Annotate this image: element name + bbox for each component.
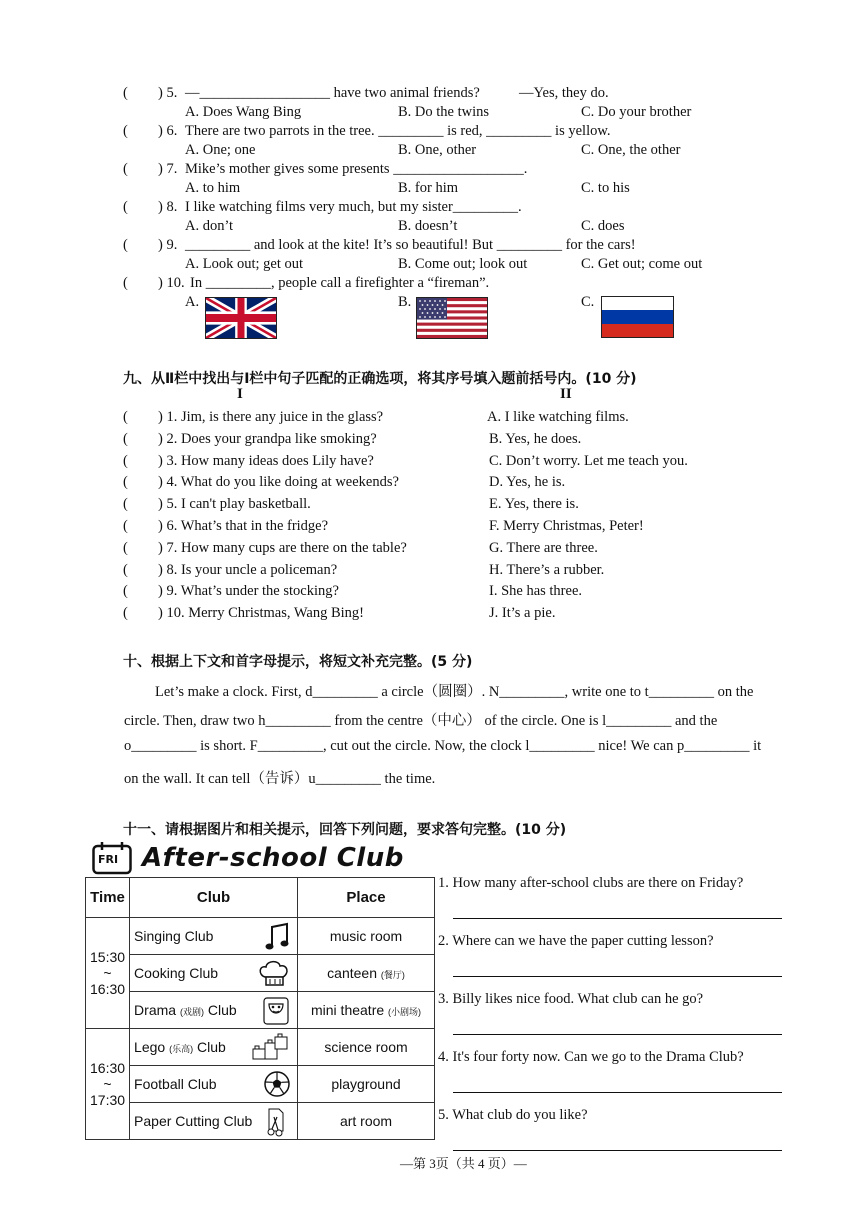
place-cell [298, 955, 435, 992]
question-stem: There are two parrots in the tree. _________ is red, _________ is yellow. [185, 123, 611, 139]
cloze-line: on the wall. It can tell（告诉）u_________ the time. [124, 771, 436, 787]
match-question: ) 2. Does your grandpa like smoking? [158, 430, 377, 447]
option-b: B. for him [398, 180, 459, 196]
option-a: A. Does Wang Bing [185, 104, 302, 120]
match-question: ) 3. How many ideas does Lily have? [158, 452, 374, 469]
club-suffix: Club [207, 1002, 237, 1018]
option-c: C. Get out; come out [581, 256, 703, 272]
club-name: Football Club [134, 1076, 217, 1092]
time-tilde: ~ [103, 965, 112, 981]
answer-paren[interactable]: ( [123, 123, 128, 139]
question-4: 4. It's four forty now. Can we go to the Drama Club? [438, 1049, 744, 1065]
option-b: B. [398, 294, 412, 310]
answer-paren[interactable]: ( [123, 539, 128, 556]
club-cell [130, 1103, 298, 1140]
club-cell [130, 955, 298, 992]
question-number: ) 10. [158, 275, 185, 291]
time-start: 16:30 [90, 1060, 126, 1076]
answer-paren[interactable]: ( [123, 430, 128, 447]
club-note: (戏剧) [179, 1007, 204, 1017]
question-5: 5. What club do you like? [438, 1107, 588, 1123]
option-c: C. to his [581, 180, 630, 196]
column-ii-heading: II [560, 386, 572, 402]
option-a: A. to him [185, 180, 241, 196]
answer-line[interactable] [453, 1034, 782, 1035]
club-cell [130, 992, 298, 1029]
match-question: ) 5. I can't play basketball. [158, 496, 311, 513]
match-question: ) 7. How many cups are there on the table? [158, 539, 407, 556]
time-tilde: ~ [103, 1076, 112, 1092]
place-note: (餐厅) [380, 970, 405, 980]
option-c: C. Do your brother [581, 104, 692, 120]
section-9-title: 九、从Ⅱ栏中找出与Ⅰ栏中句子匹配的正确选项，将其序号填入题前括号内。(10 分) [123, 371, 637, 387]
answer-paren[interactable]: ( [123, 496, 128, 513]
answer-paren[interactable]: ( [123, 275, 128, 291]
place-name: playground [331, 1076, 401, 1092]
option-b: B. Do the twins [398, 104, 490, 120]
header-place: Place [298, 878, 435, 918]
answer-paren[interactable]: ( [123, 605, 128, 622]
answer-paren[interactable]: ( [123, 561, 128, 578]
calendar-icon [92, 841, 132, 875]
question-number: ) 8. [158, 199, 178, 215]
table-row [86, 1103, 435, 1140]
page-footer: —第 3页（共 4 页）— [400, 1156, 527, 1171]
header-time: Time [86, 878, 130, 918]
answer-paren[interactable]: ( [123, 452, 128, 469]
match-question: ) 1. Jim, is there any juice in the glass? [158, 409, 384, 425]
question-stem: Mike’s mother gives some presents __________________. [185, 161, 528, 177]
option-c: C. One, the other [581, 142, 681, 158]
question-number: ) 9. [158, 237, 178, 253]
match-option: J. It’s a pie. [489, 605, 556, 622]
match-question: ) 8. Is your uncle a policeman? [158, 561, 338, 578]
us-flag [416, 297, 488, 339]
option-c: C. does [581, 218, 625, 234]
question-1: 1. How many after-school clubs are there on Friday? [438, 875, 744, 891]
table-row [86, 955, 435, 992]
question-stem: —__________________ have two animal friends? [185, 85, 480, 101]
match-option: G. There are three. [489, 539, 598, 556]
answer-line[interactable] [453, 976, 782, 977]
club-title: After-school Club [142, 843, 404, 873]
time-start: 15:30 [90, 949, 126, 965]
option-c: C. [581, 294, 595, 310]
match-question: ) 6. What’s that in the fridge? [158, 518, 329, 534]
football-icon [263, 1070, 291, 1101]
time-slot-1 [86, 918, 130, 1029]
option-a: A. Look out; get out [185, 256, 304, 272]
option-b: B. Come out; look out [398, 256, 528, 272]
club-suffix: Club [196, 1039, 226, 1055]
option-a: A. don’t [185, 218, 234, 234]
match-option: I. She has three. [489, 583, 583, 600]
place-cell [298, 1103, 435, 1140]
scissors-paper-icon [261, 1107, 291, 1140]
table-row [86, 992, 435, 1029]
option-b: B. doesn’t [398, 218, 458, 234]
question-number: ) 6. [158, 123, 178, 139]
question-stem: _________ and look at the kite! It’s so beautiful! But _________ for the cars! [185, 237, 636, 253]
uk-flag [205, 297, 277, 339]
place-name: music room [329, 928, 403, 944]
place-cell [298, 918, 435, 955]
time-slot-2 [86, 1029, 130, 1140]
answer-paren[interactable]: ( [123, 161, 128, 177]
place-name: mini theatre [311, 1002, 385, 1018]
question-stem-reply: —Yes, they do. [519, 85, 609, 101]
place-name: art room [339, 1113, 393, 1129]
match-question: ) 4. What do you like doing at weekends? [158, 474, 399, 491]
match-option: C. Don’t worry. Let me teach you. [489, 452, 688, 469]
question-3: 3. Billy likes nice food. What club can he go? [438, 991, 704, 1007]
answer-paren[interactable]: ( [123, 85, 128, 101]
column-i-heading: I [237, 386, 243, 402]
time-end: 16:30 [90, 981, 126, 997]
question-stem: In _________, people call a firefighter a “fireman”. [190, 275, 490, 291]
club-name: Paper Cutting Club [134, 1113, 253, 1129]
table-row [86, 1066, 435, 1103]
question-number: ) 7. [158, 161, 178, 177]
time-end: 17:30 [90, 1092, 126, 1108]
match-option: B. Yes, he does. [489, 430, 582, 447]
chef-hat-icon [257, 959, 291, 992]
question-stem: I like watching films very much, but my sister_________. [185, 199, 522, 215]
match-option: F. Merry Christmas, Peter! [489, 518, 644, 534]
place-cell [298, 1066, 435, 1103]
answer-line[interactable] [453, 1150, 782, 1151]
header-club: Club [130, 878, 298, 918]
place-cell [298, 1029, 435, 1066]
match-option: D. Yes, he is. [489, 474, 566, 491]
russia-flag [601, 296, 674, 338]
section-11-title: 十一、请根据图片和相关提示，回答下列问题，要求答句完整。(10 分) [123, 822, 567, 838]
table-header-row [86, 878, 435, 918]
match-question: ) 9. What’s under the stocking? [158, 583, 339, 600]
option-a: A. One; one [185, 142, 256, 158]
club-name: Lego [134, 1039, 166, 1055]
drama-mask-icon [261, 996, 291, 1029]
match-option: E. Yes, there is. [489, 496, 579, 513]
answer-paren[interactable]: ( [123, 518, 128, 534]
place-name: canteen [327, 965, 377, 981]
cloze-line: o_________ is short. F_________, cut out the circle. Now, the clock l_________ nice! We can p_________ it [124, 738, 762, 754]
cloze-line: Let’s make a clock. First, d_________ a circle（圆圈）. N_________, write one to t_________ on the [155, 684, 754, 700]
section-10-title: 十、根据上下文和首字母提示，将短文补充完整。(5 分) [123, 654, 473, 670]
place-cell [298, 992, 435, 1029]
option-a: A. [185, 294, 200, 310]
club-cell [130, 1066, 298, 1103]
question-2: 2. Where can we have the paper cutting lesson? [438, 933, 714, 949]
match-question: ) 10. Merry Christmas, Wang Bing! [158, 605, 364, 622]
option-b: B. One, other [398, 142, 477, 158]
answer-paren[interactable]: ( [123, 409, 128, 425]
match-option: H. There’s a rubber. [489, 561, 605, 578]
club-name: Drama [134, 1002, 177, 1018]
lego-bricks-icon [251, 1033, 291, 1066]
answer-paren[interactable]: ( [123, 237, 128, 253]
day-label: FRI [98, 853, 119, 866]
cloze-line: circle. Then, draw two h_________ from the centre（中心） of the circle. One is l_________ and the [124, 713, 718, 729]
answer-paren[interactable]: ( [123, 474, 128, 491]
match-option: A. I like watching films. [487, 409, 629, 425]
answer-paren[interactable]: ( [123, 583, 128, 600]
question-number: ) 5. [158, 85, 178, 101]
place-note: (小剧场) [388, 1007, 422, 1017]
club-name: Singing Club [134, 928, 214, 944]
answer-line[interactable] [453, 918, 782, 919]
club-note: (乐高) [169, 1044, 194, 1054]
answer-paren[interactable]: ( [123, 199, 128, 215]
table-row [86, 1029, 435, 1066]
table-row [86, 918, 435, 955]
club-name: Cooking Club [134, 965, 219, 981]
club-table [85, 877, 435, 1140]
music-note-icon [265, 922, 291, 955]
club-cell [130, 918, 298, 955]
club-cell [130, 1029, 298, 1066]
answer-line[interactable] [453, 1092, 782, 1093]
place-name: science room [324, 1039, 408, 1055]
